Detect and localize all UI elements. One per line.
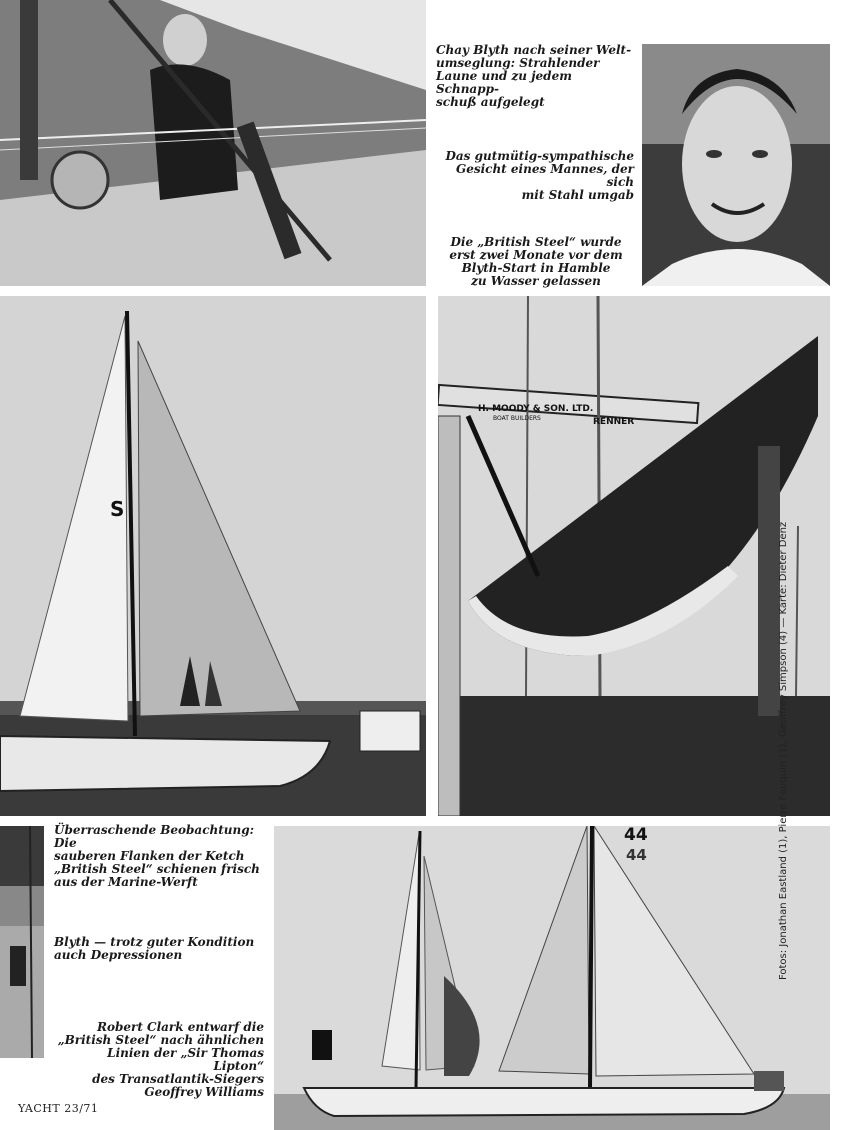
gantry-sign-2: RENNER bbox=[593, 417, 635, 427]
gantry-sign: H. MOODY & SON. LTD. bbox=[478, 404, 594, 414]
caption-robert-clark: Robert Clark entwarf die „British Steel“ nach ähnlichen Linien der „Sir Thomas Lipton“ des Transatlantik-Siegers Geoffrey Williams bbox=[57, 1020, 264, 1099]
photo-partial-strip bbox=[0, 826, 44, 1058]
photo-hull-on-lift bbox=[438, 296, 830, 816]
gantry-sub: BOAT BUILDERS bbox=[493, 415, 541, 422]
photo-blyth-portrait bbox=[642, 44, 830, 286]
sail-number-bottom: 44 bbox=[626, 846, 647, 864]
photo-credit: Fotos: Jonathan Eastland (1), Pierre Fouquin (1), Geoffrey Simpson (4) — Karte: Dieter Denz bbox=[778, 521, 789, 980]
caption-depression: Blyth — trotz guter Kondition auch Depressionen bbox=[54, 935, 255, 962]
photo-ketch-under-sail bbox=[0, 296, 426, 816]
photo-ketch-44 bbox=[274, 826, 830, 1130]
sail-number-s: S bbox=[110, 497, 125, 521]
caption-face: Das gutmütig-sympathische Gesicht eines Mannes, der sich mit Stahl umgab bbox=[445, 149, 634, 202]
page-footer: YACHT 23/71 bbox=[18, 1102, 99, 1115]
caption-launch: Die „British Steel“ wurde erst zwei Monate vor dem Blyth-Start in Hamble zu Wasser gelassen bbox=[449, 235, 623, 288]
caption-chay-blyth: Chay Blyth nach seiner Welt- umseglung: Strahlender Laune und zu jedem Schnapp- schuß aufgelegt bbox=[436, 43, 632, 109]
photo-blyth-at-winch bbox=[0, 0, 426, 286]
caption-observation: Überraschende Beobachtung: Die sauberen Flanken der Ketch „British Steel“ schienen frisch aus der Marine-Werft bbox=[54, 823, 260, 889]
sail-number-top: 44 bbox=[624, 826, 648, 845]
